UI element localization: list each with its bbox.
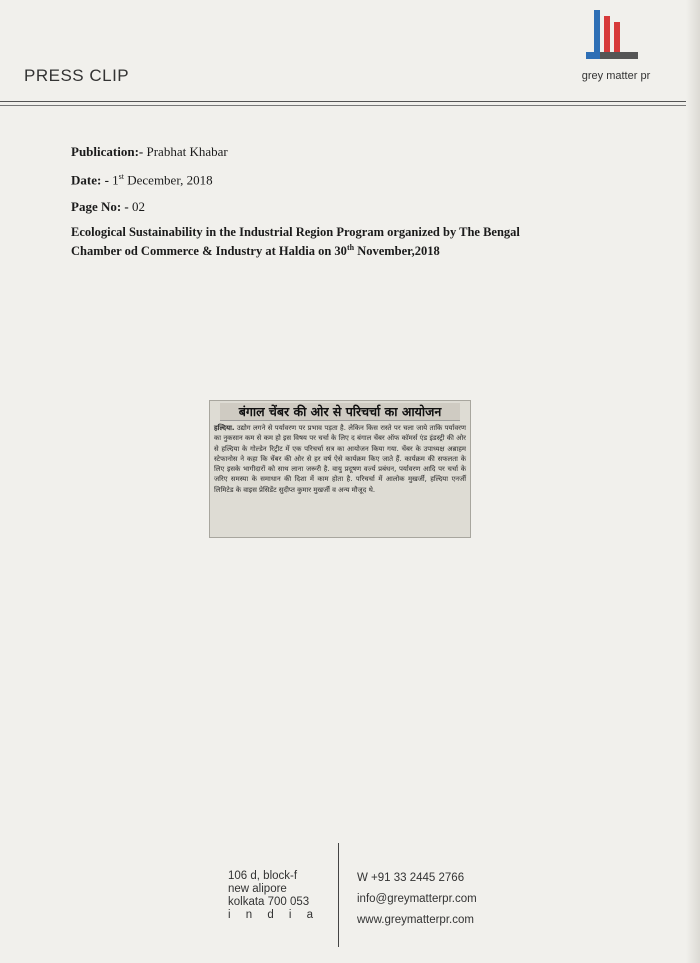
publication-label: Publication:- [71, 144, 144, 159]
company-logo [566, 8, 666, 88]
page-edge [686, 0, 700, 963]
page-label: Page No: - [71, 199, 129, 214]
contact-email[interactable]: info@greymatterpr.com [357, 893, 477, 905]
logo-text: grey matter pr [581, 70, 651, 82]
contact-website[interactable]: www.greymatterpr.com [357, 914, 474, 926]
address-line: kolkata 700 053 [228, 896, 310, 908]
headline-suffix: th [346, 243, 355, 252]
clipping-body [214, 423, 466, 495]
headline-part1: Ecological Sustainability in the Industrial Region Program organized by The Bengal Chamber od Commerce & Industry at Haldia on 30 [71, 225, 520, 259]
page-number-line [71, 199, 145, 215]
header-rule-bottom [0, 105, 686, 106]
date-day: 1 [112, 172, 119, 188]
headline-part2: November,2018 [357, 244, 440, 259]
newspaper-clipping [209, 400, 471, 538]
date-line [71, 172, 213, 188]
publication-value: Prabhat Khabar [146, 144, 228, 159]
address-line: 106 d, block-f [228, 870, 298, 882]
footer-contact [357, 868, 477, 931]
contact-phone: W +91 33 2445 2766 [357, 872, 465, 884]
page-title: PRESS CLIP [24, 66, 130, 85]
page-value: 02 [132, 199, 146, 214]
address-line: new alipore [228, 883, 287, 895]
address-country: i n d i a [228, 909, 320, 921]
logo-mark-icon [576, 8, 656, 68]
clipping-text: उद्योग लगने से पर्यावरण पर प्रभाव पड़ता है. लेकिन किस रास्ते पर चला जाये ताकि पर्यावरण का नुकसान कम से कम हो इस विषय पर चर्चा के लिए द बंगाल चेंबर ऑफ कॉमर्स एंड इंडस्ट्री की ओर से हल्दिया के गोल्डेन रिट्रीट में एक परिचर्चा सत्र का आयोजन किया गया. चेंबर के उपाध्यक्ष अब्राहम स्टेफानोस ने कहा कि चेंबर की ओर से हर वर्ष ऐसे कार्यक्रम किए जाते हैं. कार्यक्रम की सफलता के लिए इसके भागीदारों को साथ लाना जरूरी है. वायु प्रदूषण वर्ज्य प्रबंधन, पर्यावरण आदि पर चर्चा के जरिए समस्या के समाधान की दिशा में काम होता है. परिचर्चा में आलोक मुखर्जी, हल्दिया एनर्जी लिमिटेड के वाइस प्रेसिडेंट सुदीप्त कुमार मुखर्जी व अन्य मौजूद थे. [214, 424, 466, 494]
footer-divider [338, 843, 339, 947]
date-label: Date: - [71, 172, 109, 188]
article-headline [71, 224, 571, 259]
date-suffix: st [118, 172, 124, 181]
date-rest: December, 2018 [127, 172, 213, 188]
header-rule-top [0, 101, 686, 102]
footer-address [228, 870, 323, 922]
clipping-title: बंगाल चेंबर की ओर से परिचर्चा का आयोजन [220, 403, 460, 421]
publication-line [71, 144, 228, 160]
clipping-dateline: हल्दिया. [214, 424, 235, 432]
